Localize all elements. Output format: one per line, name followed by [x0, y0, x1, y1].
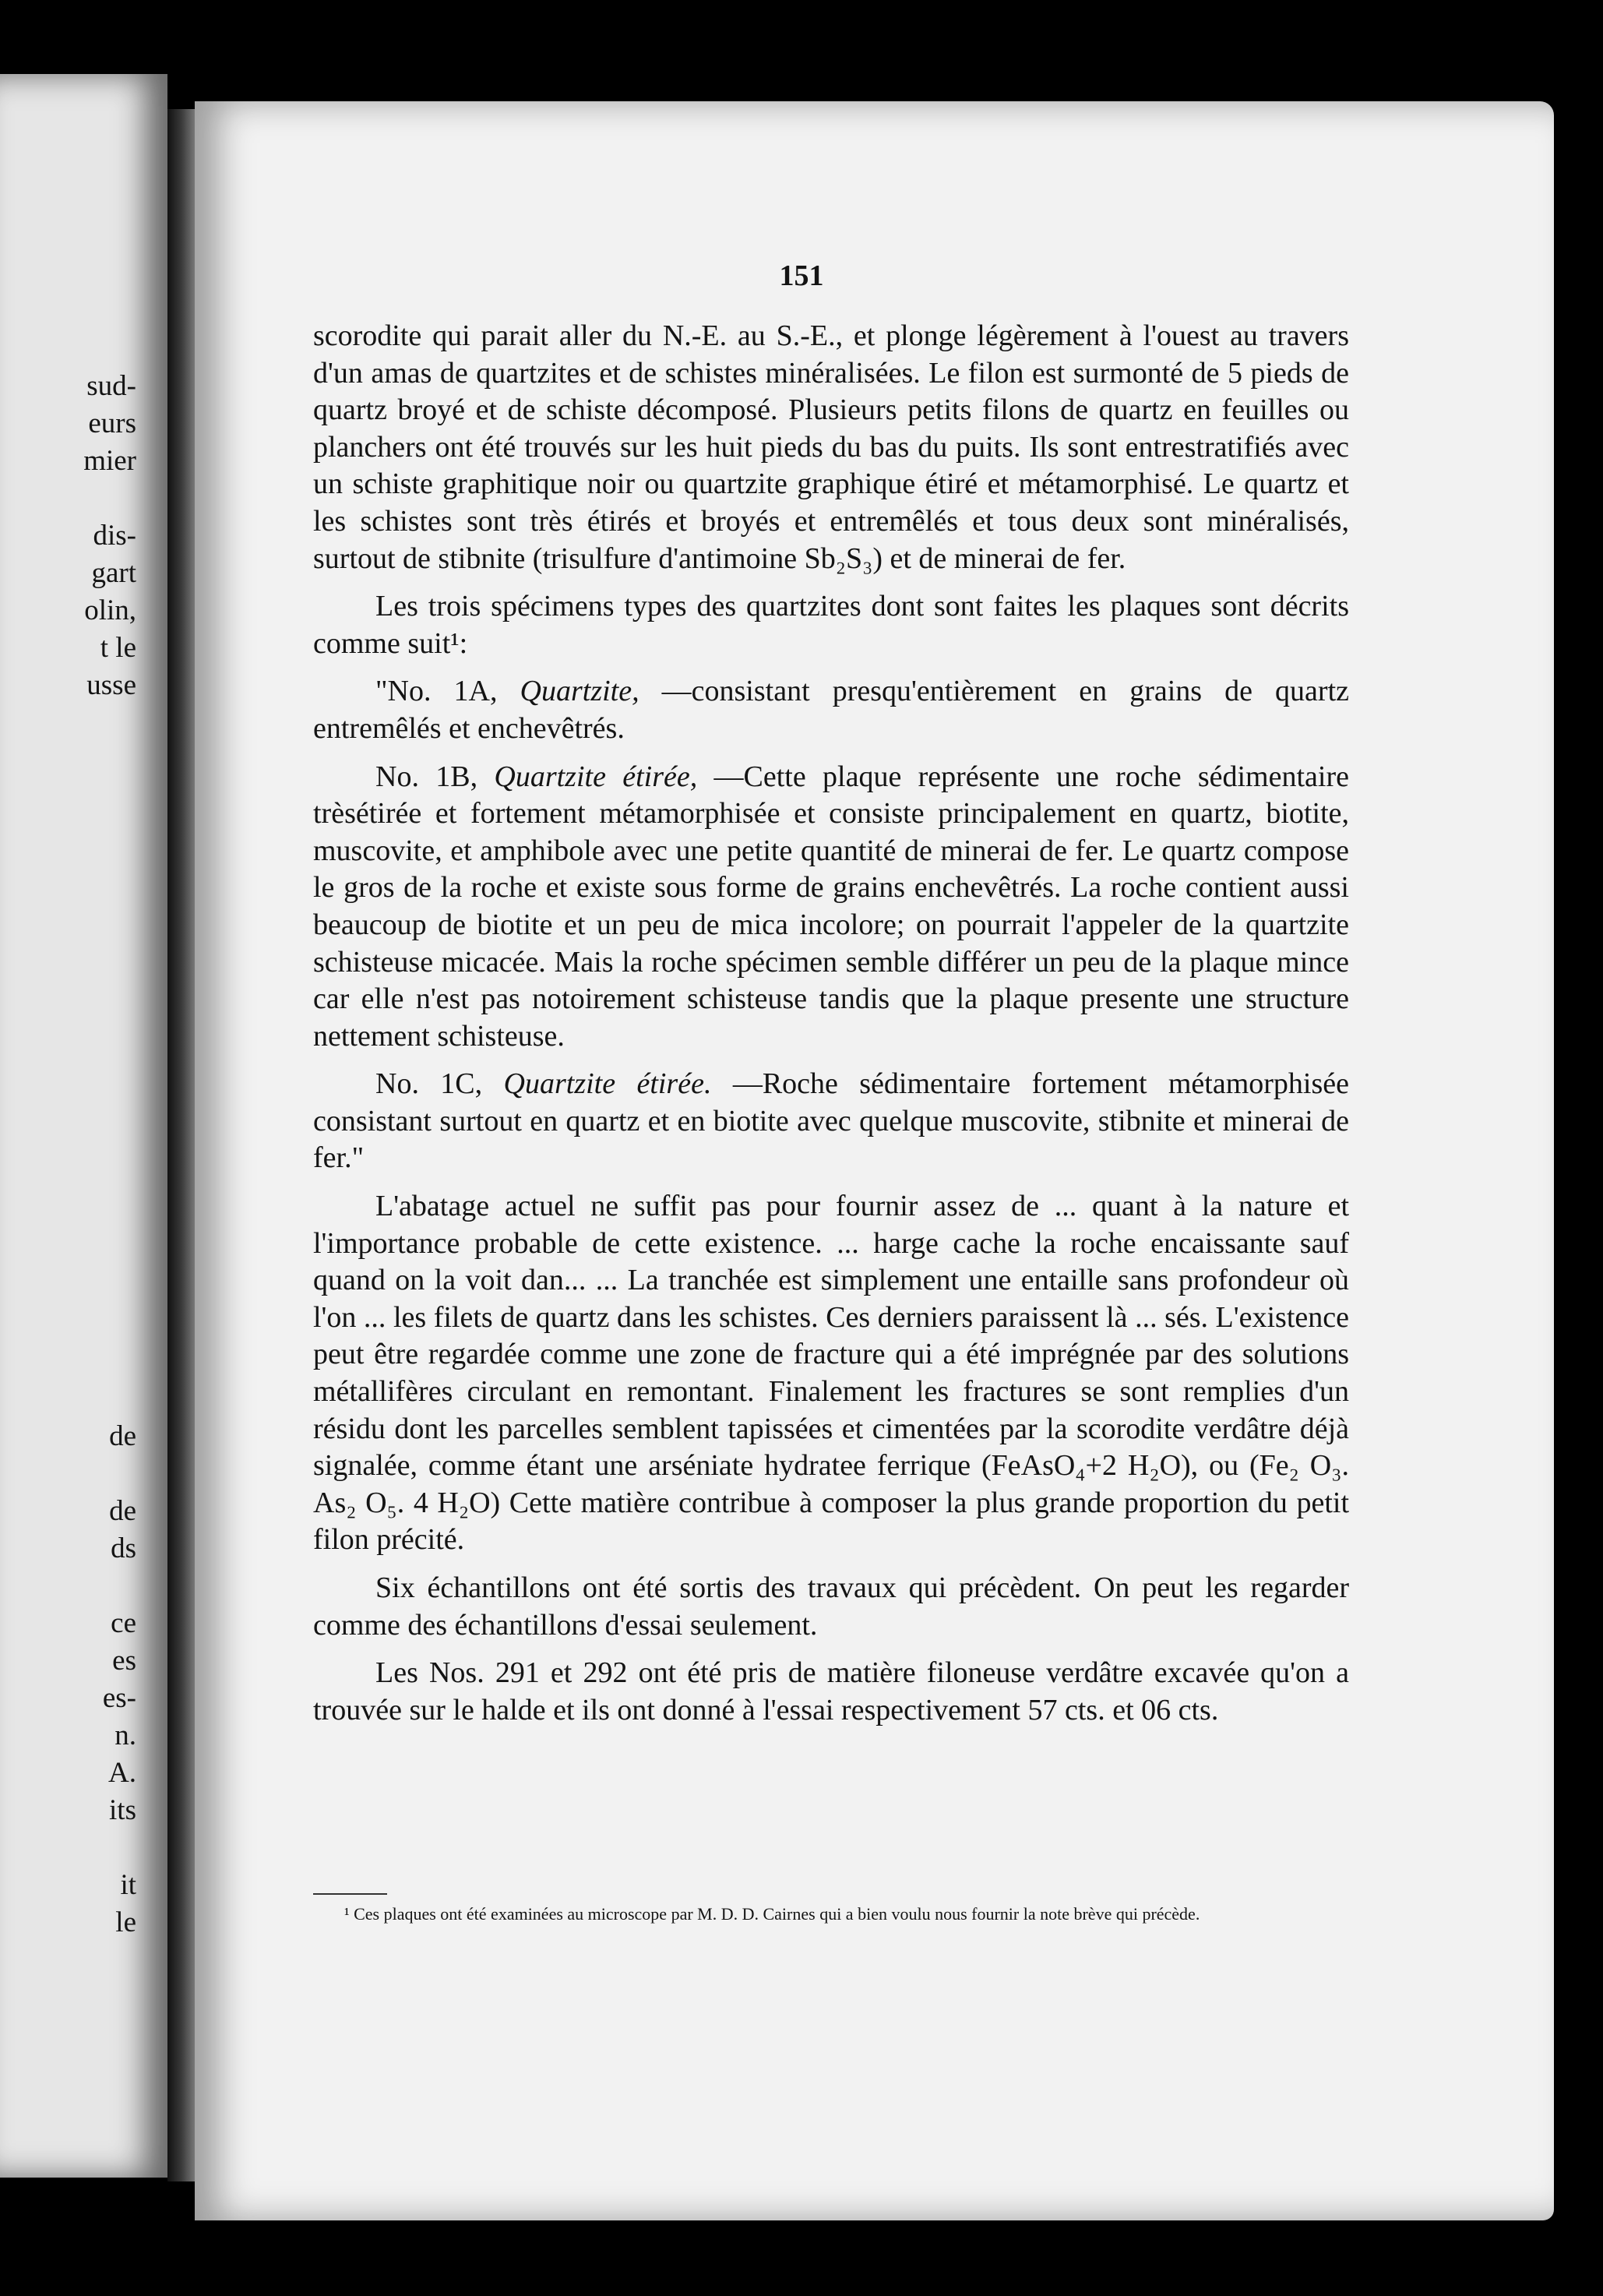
left-page-fragment: olin,	[84, 594, 136, 626]
paragraph-text: scorodite qui parait aller du N.-E. au S.-E., et plonge légèrement à l'ouest au travers d'un amas de quartzites et de schistes minéralisées. Le filon est surmonté de 5 pieds de quartz broyé et de schiste décomposé. Plusieurs petits filons de quartz en feuilles ou planchers ont été trouvés sur les huit pieds du bas du puits. Ils sont entrestratifiés avec un schiste graphitique noir ou quartzite graphique étiré et métamorphisé. Le quartz et les schistes sont très étirés et broyés et entremêlés et tous deux sont minéralisés, surtout de stibnite (trisulfure d'antimoine Sb₂S₃) et de minerai de fer.	[313, 319, 1349, 575]
left-page-fragment: its	[109, 1794, 136, 1826]
paragraph-no-1b	[313, 759, 1349, 1056]
paragraph-abatage	[313, 1188, 1349, 1559]
left-page-fragment: es	[112, 1645, 136, 1677]
left-page-fragment: usse	[86, 669, 136, 701]
specimen-number: No. 1B,	[375, 760, 495, 793]
left-page-fragment: le	[115, 1906, 136, 1938]
left-page-fragment: de	[109, 1420, 136, 1452]
paragraph-no-1a	[313, 673, 1349, 747]
specimen-number: "No. 1A,	[375, 675, 520, 708]
left-page-fragment: A.	[108, 1757, 136, 1789]
page-number: 151	[779, 259, 824, 292]
left-page-fragment: t le	[100, 632, 136, 664]
page-body	[313, 318, 1349, 1740]
paragraph-essai	[313, 1655, 1349, 1729]
paragraph-text: Six échantillons ont été sortis des travaux qui précèdent. On peut les regarder comme des échantillons d'essai seulement.	[313, 1571, 1349, 1642]
specimen-label: Quartzite,	[520, 675, 639, 708]
paragraph-text: Les trois spécimens types des quartzites dont sont faites les plaques sont décrits comme suit¹:	[313, 590, 1349, 660]
paragraph-text: L'abatage actuel ne suffit pas pour fournir assez de ... quant à la nature et l'importance probable de cette existence. ... harge cache la roche encaissante sauf quand on la voit dan... ... La tranchée est simplement une entaille sans profondeur où l'on ... les filets de quartz dans les schistes. Ces derniers paraissent là ... sés. L'existence peut être regardée comme une zone de fracture qui a été imprégnée par des solutions métallifères circulant en remontant. Finalement les fractures se sont remplies d'un résidu dont les parcelles semblent tapissées et cimentées par la scorodite verdâtre déjà signalée, comme étant une arséniate hydratee ferrique (FeAsO₄+2 H₂O), ou (Fe₂ O₃. As₂ O₅. 4 H₂O) Cette matière contribue à composer la plus grande proportion du petit filon précité.	[313, 1190, 1349, 1557]
specimen-label: Quartzite étirée.	[503, 1067, 712, 1101]
left-page-edge	[0, 74, 167, 2178]
paragraph-text: Les Nos. 291 et 292 ont été pris de matière filoneuse verdâtre excavée qu'on a trouvée sur le halde et ils ont donné à l'essai respectivement 57 cts. et 06 cts.	[313, 1656, 1349, 1726]
left-page-fragment: dis-	[93, 520, 136, 552]
paragraph-text: —Cette plaque représente une roche sédimentaire trèsétirée et fortement métamorphisée et consiste principalement en quartz, biotite, muscovite, et amphibole avec une petite quantité de minerai de fer. Le quartz compose le gros de la roche et existe sous forme de grains enchevêtrés. La roche contient aussi beaucoup de biotite et un peu de mica incolore; on pourrait l'appeler de la quartzite schisteuse micacée. Mais la roche spécimen semble différer un peu de la plaque mince car elle n'est pas notoirement schisteuse tandis que la plaque presente une structure nettement schisteuse.	[313, 760, 1349, 1053]
left-page-fragment: ce	[111, 1607, 136, 1639]
paragraph-text: —Roche sédimentaire fortement métamorphisée consistant surtout en quartz et en biotite avec quelque muscovite, stibnite et minerai de fer."	[313, 1067, 1350, 1175]
left-page-fragment: n.	[114, 1719, 136, 1751]
left-page-fragment: es-	[102, 1682, 136, 1714]
paragraph-echantillons	[313, 1570, 1349, 1644]
paragraph-no-1c	[313, 1066, 1349, 1177]
specimen-number: No. 1C,	[375, 1067, 504, 1101]
footnote: ¹ Ces plaques ont été examinées au microscope par M. D. D. Cairnes qui a bien voulu nous fournir la note brève qui précède.	[344, 1904, 1200, 1924]
footnote-divider	[313, 1893, 387, 1895]
left-page-fragment: gart	[91, 557, 136, 589]
left-page-fragment: de	[109, 1495, 136, 1527]
left-page-fragment: mier	[83, 445, 136, 477]
paragraph-text: —consistant presqu'entièrement en grains de quartz entremêlés et enchevêtrés.	[313, 675, 1349, 745]
left-page-fragment: sud-	[86, 370, 136, 402]
paragraph-scorodite	[313, 318, 1349, 577]
paragraph-specimens-intro	[313, 588, 1349, 662]
book-spine	[167, 109, 199, 2181]
left-page-fragment: ds	[111, 1532, 136, 1564]
left-page-fragment: it	[120, 1869, 136, 1901]
specimen-label: Quartzite étirée,	[494, 760, 698, 793]
left-page-fragment: eurs	[88, 407, 136, 439]
